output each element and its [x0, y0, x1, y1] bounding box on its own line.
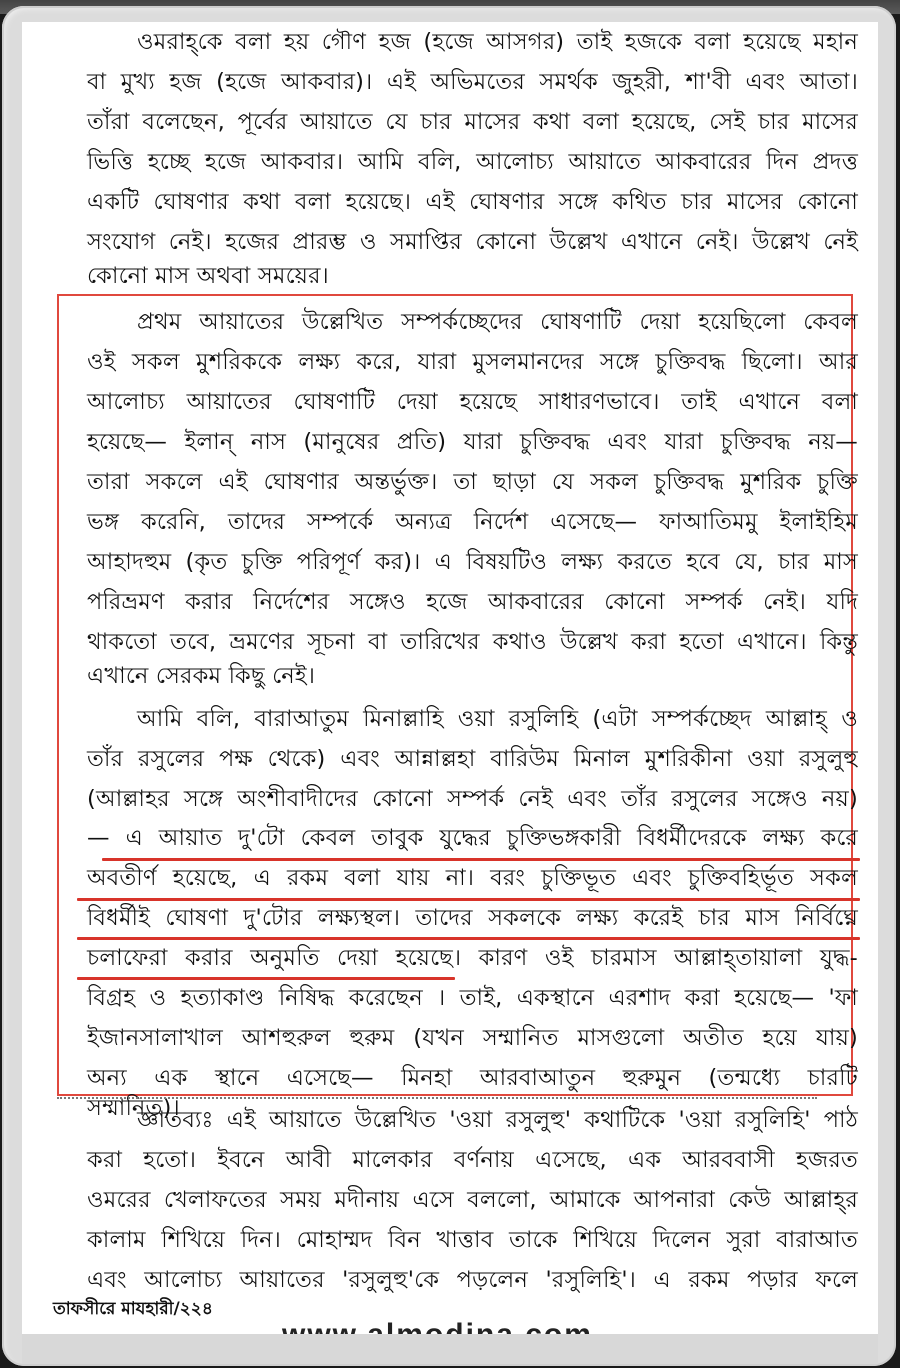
text-line: একটি ঘোষণার কথা বলা হয়েছে। এই ঘোষণার সঙ্গে কথিত চার মাসের কোনো [87, 189, 858, 215]
highlighted-text-line: বিগ্রহ ও হত্যাকাণ্ড নিষিদ্ধ করেছেন । তাই, একস্থানে এরশাদ করা হয়েছে— 'ফা [87, 985, 858, 1011]
highlighted-text-line: আমি বলি, বারাআতুম মিনাল্লাহি ওয়া রসুলিহি (এটা সম্পর্কচ্ছেদ আল্লাহ্ ও [137, 706, 858, 732]
highlighted-text-line: চলাফেরা করার অনুমতি দেয়া হয়েছে। কারণ ওই চারমাস আল্লাহ্‌তায়ালা যুদ্ধ- [87, 945, 858, 971]
highlighted-text-line: ভঙ্গ করেনি, তাদের সম্পর্কে অন্যত্র নির্দেশ এসেছে— ফাআতিমমু ইলাইহিম [87, 509, 858, 535]
highlighted-text-line: অবতীর্ণ হয়েছে, এ রকম বলা যায় না। বরং চুক্তিভূত এবং চুক্তিবহির্ভূত সকল [87, 865, 858, 891]
document-page [22, 22, 878, 1334]
red-underline [77, 977, 455, 980]
highlighted-text-line: আহাদহুম (কৃত চুক্তি পরিপূর্ণ কর)। এ বিষয়টিও লক্ষ্য করতে হবে যে, চার মাস [87, 549, 858, 575]
highlighted-text-line: তারা সকলে এই ঘোষণার অন্তর্ভুক্ত। তা ছাড়া যে সকল চুক্তিবদ্ধ মুশরিক চুক্তি [87, 469, 858, 495]
highlighted-text-line: বিধর্মীই ঘোষণা দু'টোর লক্ষ্যস্থল। তাদের সকলকে লক্ষ্য করেই চার মাস নির্বিঘ্নে [87, 905, 858, 931]
highlighted-text-line: ওই সকল মুশরিককে লক্ষ্য করে, যারা মুসলমানদের সঙ্গে চুক্তিবদ্ধ ছিলো। আর [87, 349, 858, 375]
note-text-line: কালাম শিখিয়ে দিন। মোহাম্মদ বিন খাত্তাব তাকে শিখিয়ে দিলেন সুরা বারাআত [87, 1227, 858, 1253]
note-text-line: এবং আলোচ্য আয়াতের 'রসুলুহু'কে পড়লেন 'রসুলিহি'। এ রকম পড়ার ফলে [87, 1267, 858, 1293]
highlighted-text-line: পরিভ্রমণ করার নির্দেশের সঙ্গেও হজে আকবারের কোনো সম্পর্ক নেই। যদি [87, 589, 858, 615]
text-line: বা মুখ্য হজ (হজে আকবার)। এই অভিমতের সমর্থক জুহরী, শা'বী এবং আতা। [87, 69, 858, 95]
text-line: সংযোগ নেই। হজের প্রারম্ভ ও সমাপ্তির কোনো উল্লেখ এখানে নেই। উল্লেখ নেই [87, 229, 858, 255]
highlighted-text-line: থাকতো তবে, ভ্রমণের সূচনা বা তারিখের কথাও উল্লেখ করা হতো এখানে। কিন্তু [87, 629, 858, 655]
red-underline [102, 858, 860, 861]
page-frame-bottom [22, 1334, 878, 1364]
highlighted-text-line: (আল্লাহর সঙ্গে অংশীবাদীদের কোনো সম্পর্ক নেই এবং তাঁর রসুলের সঙ্গেও নয়) [87, 786, 858, 812]
text-line: তাঁরা বলেছেন, পূর্বের আয়াতে যে চার মাসের কথা বলা হয়েছে, সেই চার মাসের [87, 109, 858, 135]
text-line: ভিত্তি হচ্ছে হজে আকবার। আমি বলি, আলোচ্য আয়াতে আকবারের দিন প্রদত্ত [87, 149, 858, 175]
text-line: ওমরাহ্‌কে বলা হয় গৌণ হজ (হজে আসগর) তাই হজকে বলা হয়েছে মহান [137, 29, 858, 55]
note-text-line: জ্ঞাতব্যঃ এই আয়াতে উল্লেখিত 'ওয়া রসুলুহু' কথাটিকে 'ওয়া রসুলিহি' পাঠ [137, 1107, 858, 1133]
page-footer-title: তাফসীরে মাযহারী/২২৪ [53, 1299, 213, 1319]
note-text-line: ওমরের খেলাফতের সময় মদীনায় এসে বললো, আমাকে আপনারা কেউ আল্লাহ্‌র [87, 1187, 858, 1213]
note-text-line: করা হতো। ইবনে আবী মালেকার বর্ণনায় এসেছে, এক আরববাসী হজরত [87, 1147, 858, 1173]
red-underline [77, 937, 860, 940]
highlighted-text-line: সম্মানিত)। [87, 1095, 180, 1121]
text-line: কোনো মাস অথবা সময়ের। [87, 263, 329, 289]
red-underline [77, 898, 860, 901]
highlighted-text-line: প্রথম আয়াতের উল্লেখিত সম্পর্কচ্ছেদের ঘোষণাটি দেয়া হয়েছিলো কেবল [137, 309, 858, 335]
highlighted-text-line: অন্য এক স্থানে এসেছে— মিনহা আরবাআতুন হুরুমুন (তন্মধ্যে চারটি [87, 1065, 858, 1091]
highlighted-text-line: তাঁর রসুলের পক্ষ থেকে) এবং আন্নাল্লহা বারিউম মিনাল মুশরিকীনা ওয়া রসুলুহু [87, 746, 858, 772]
highlighted-text-line: এখানে সেরকম কিছু নেই। [87, 663, 316, 689]
dotted-divider [57, 1097, 817, 1099]
highlighted-text-line: আলোচ্য আয়াতের ঘোষণাটি দেয়া হয়েছে সাধারণভাবে। তাই এখানে বলা [87, 389, 858, 415]
highlighted-text-line: ইজানসালাখাল আশহুরুল হুরুম (যখন সম্মানিত মাসগুলো অতীত হয়ে যায়) [87, 1025, 858, 1051]
highlighted-text-line: হয়েছে— ইলান্ নাস (মানুষের প্রতি) যারা চুক্তিবদ্ধ এবং যারা চুক্তিবদ্ধ নয়— [87, 429, 858, 455]
highlighted-text-line: — এ আয়াত দু'টো কেবল তাবুক যুদ্ধের চুক্তিভঙ্গকারী বিধর্মীদেরকে লক্ষ্য করে [87, 825, 858, 851]
